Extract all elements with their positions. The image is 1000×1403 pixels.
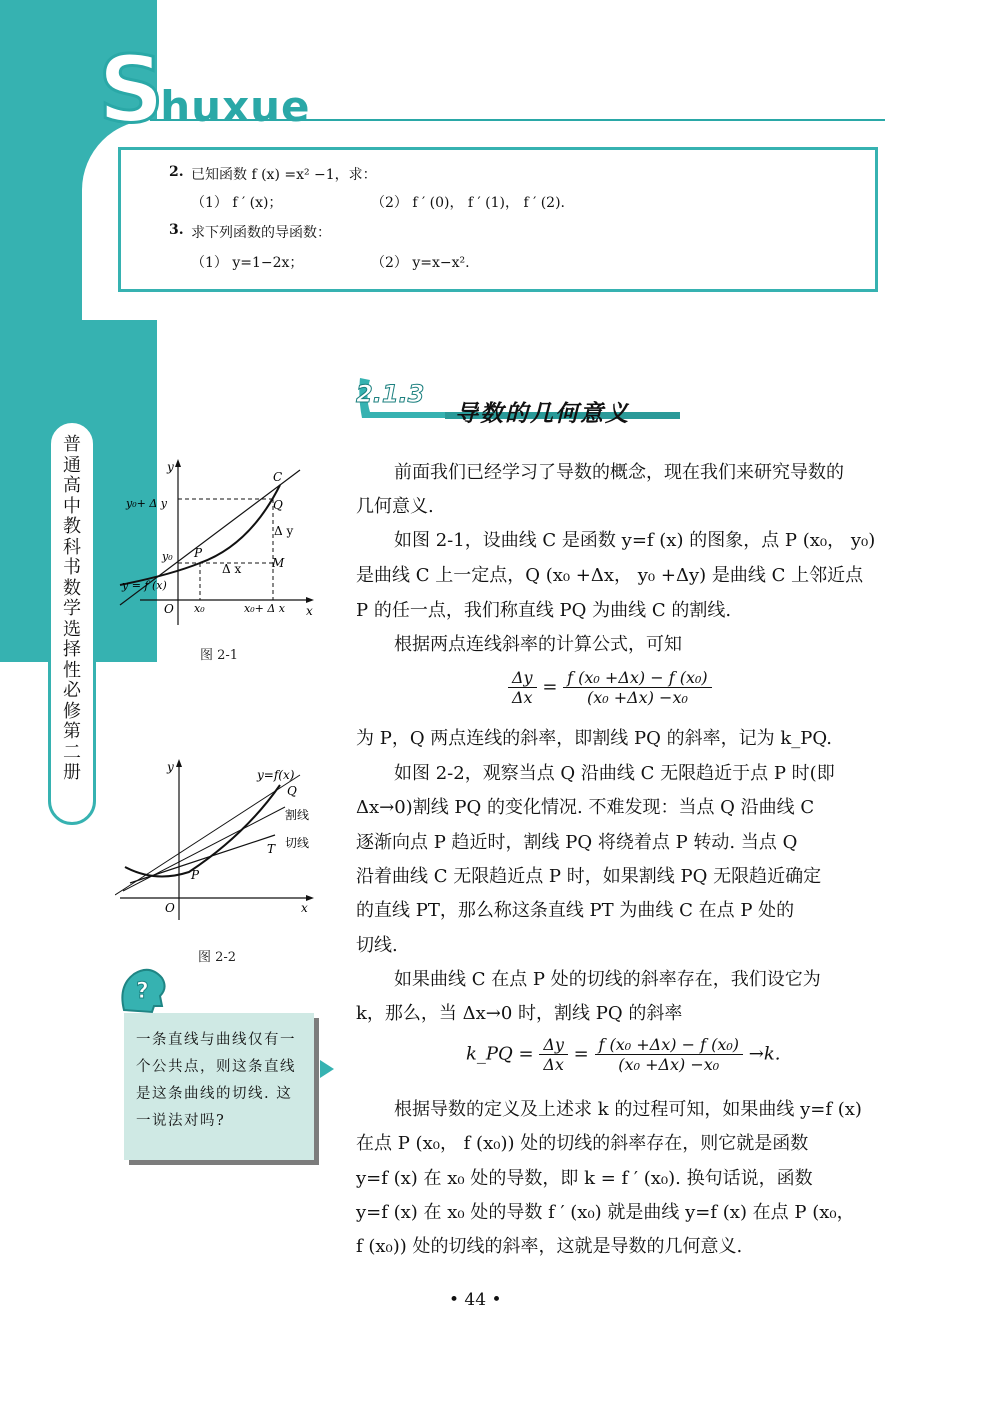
paragraph-line: 切线. (356, 935, 398, 956)
paragraph-line: 逐渐向点 P 趋近时，割线 PQ 将绕着点 P 转动. 当点 Q (356, 832, 798, 853)
figure-2-2 (115, 755, 325, 930)
curve-fx (125, 785, 280, 876)
figure-2-1-caption: 图 2-1 (200, 648, 239, 663)
exercise-3-part-b: （2） y=x−x². (371, 255, 470, 271)
fig1-label-c: C (273, 470, 283, 484)
y-axis-arrow (175, 459, 181, 467)
paragraph-line: 为 P，Q 两点连线的斜率，即割线 PQ 的斜率，记为 k_PQ. (356, 728, 832, 749)
paragraph-line: 沿着曲线 C 无限趋近点 P 时，如果割线 PQ 无限趋近确定 (356, 866, 822, 887)
fig1-label-q: Q (273, 498, 283, 512)
section-title: 导数的几何意义 (455, 400, 630, 427)
paragraph-line: 前面我们已经学习了导数的概念，现在我们来研究导数的 (394, 462, 844, 483)
fig1-label-dx: Δ x (222, 562, 242, 576)
exercise-2-part-b: （2） f ′ (0)， f ′ (1)， f ′ (2). (371, 195, 565, 211)
delta-fraction: $\frac{\Delta y}{\Delta x}$ (539, 1035, 568, 1074)
fig2-label-x: x (301, 901, 308, 915)
book-title-text: 普通高中教科书 数学 选择性必修 第二册 (63, 434, 81, 783)
paragraph-line: 的直线 PT，那么称这条直线 PT 为曲线 C 在点 P 处的 (356, 900, 795, 921)
exercise-3-text: 求下列函数的导函数： (191, 225, 331, 241)
slope-formula: $\frac{\Delta y}{\Delta x}$ = $\frac{\text{f (x₀ +Δx) − f (x₀)}}{\text{(x₀ +Δx) −x₀}}$ (508, 668, 712, 707)
difference-quotient: $\frac{\text{f (x₀ +Δx) − f (x₀)}}{\text{(x₀ +Δx) −x₀}}$ (563, 668, 712, 707)
thinking-note-text: 一条直线与曲线仅有一个公共点，则这条直线是这条曲线的切线. 这一说法对吗? (136, 1032, 296, 1129)
fig2-label-o: O (165, 901, 175, 915)
figure-2-2-caption: 图 2-2 (198, 950, 237, 965)
fig1-label-p: P (194, 546, 203, 560)
exercise-2-part-a: （1） f ′ (x)； (191, 195, 283, 211)
exercise-3-part-a: （1） y=1−2x； (191, 255, 304, 271)
fig1-label-o: O (164, 602, 174, 616)
fig2-label-t: T (267, 842, 276, 856)
fig1-label-dy: Δ y (274, 524, 294, 538)
fig2-label-fx: y=f(x) (257, 768, 295, 782)
exercise-box (118, 147, 878, 292)
paragraph-line: 是曲线 C 上一定点，Q (x₀ +Δx， y₀ +Δy) 是曲线 C 上邻近点 (356, 565, 864, 586)
paragraph-line: 如果曲线 C 在点 P 处的切线的斜率存在，我们设它为 (394, 969, 821, 990)
fig1-label-x0: x₀ (194, 602, 205, 615)
fig2-label-secant: 割线 (285, 808, 310, 822)
fig2-label-q: Q (287, 784, 297, 798)
delta-fraction: $\frac{\Delta y}{\Delta x}$ (508, 668, 537, 707)
paragraph-line: y=f (x) 在 x₀ 处的导数，即 k = f ′ (x₀). 换句话说，函数 (356, 1168, 813, 1189)
tangent-line (130, 835, 275, 883)
paragraph-line: y=f (x) 在 x₀ 处的导数 f ′ (x₀) 就是曲线 y=f (x) 在点 P (x₀， (356, 1202, 855, 1223)
paragraph-line: 如图 2-1，设曲线 C 是函数 y=f (x) 的图象，点 P (x₀， y₀) (394, 530, 876, 551)
book-title-vertical (48, 420, 96, 825)
fig1-label-m: M (272, 556, 285, 570)
paragraph-line: P 的任一点，我们称直线 PQ 为曲线 C 的割线. (356, 600, 732, 621)
secant-line-1 (115, 775, 300, 895)
exercise-3-number: 3. (169, 222, 184, 238)
y-axis-arrow (176, 759, 182, 767)
paragraph-line: f (x₀)) 处的切线的斜率，这就是导数的几何意义. (356, 1236, 743, 1257)
svg-text:?: ? (136, 979, 149, 1004)
secant-line-2 (123, 807, 285, 891)
thinking-head-icon (116, 966, 168, 1016)
fig1-label-y: y (167, 460, 174, 474)
limit-formula: k_PQ = $\frac{\Delta y}{\Delta x}$ = $\frac{\text{f (x₀ +Δx) − f (x₀)}}{\text{(x₀ +Δx) −x₀}}$ →k. (466, 1035, 781, 1074)
paragraph-line: 根据两点连线斜率的计算公式，可知 (394, 634, 682, 655)
exercise-2-number: 2. (169, 164, 184, 180)
paragraph-line: k，那么，当 Δx→0 时，割线 PQ 的斜率 (356, 1003, 683, 1024)
paragraph-line: 几何意义. (356, 496, 434, 517)
exercise-2-text: 已知函数 f (x) =x² −1，求： (191, 167, 377, 183)
page-number: • 44 • (449, 1290, 502, 1310)
section-number: 2.1.3 (356, 380, 425, 408)
fig2-label-y: y (167, 760, 174, 774)
fig1-label-y0dy: y₀+ Δ y (126, 497, 167, 510)
fig1-label-fx: y = f (x) (122, 579, 167, 592)
thinking-note (124, 1013, 314, 1160)
x-axis-arrow (306, 597, 314, 603)
fig2-label-p: P (191, 868, 200, 882)
fig1-label-x: x (306, 604, 313, 618)
fig1-label-y0: y₀ (162, 550, 173, 563)
paragraph-line: 根据导数的定义及上述求 k 的过程可知，如果曲线 y=f (x) (394, 1099, 862, 1120)
subject-logo: Shuxue (98, 36, 311, 143)
paragraph-line: Δx→0)割线 PQ 的变化情况. 不难发现：当点 Q 沿曲线 C (356, 797, 815, 818)
difference-quotient: $\frac{\text{f (x₀ +Δx) − f (x₀)}}{\text{(x₀ +Δx) −x₀}}$ (595, 1035, 744, 1074)
fig2-label-tangent: 切线 (285, 836, 310, 850)
note-pointer-icon (320, 1060, 334, 1078)
paragraph-line: 如图 2-2，观察当点 Q 沿曲线 C 无限趋近于点 P 时(即 (394, 763, 835, 784)
figure-2-1 (110, 455, 320, 630)
paragraph-line: 在点 P (x₀， f (x₀)) 处的切线的斜率存在，则它就是函数 (356, 1133, 809, 1154)
fig1-label-x0dx: x₀+ Δ x (244, 602, 285, 615)
